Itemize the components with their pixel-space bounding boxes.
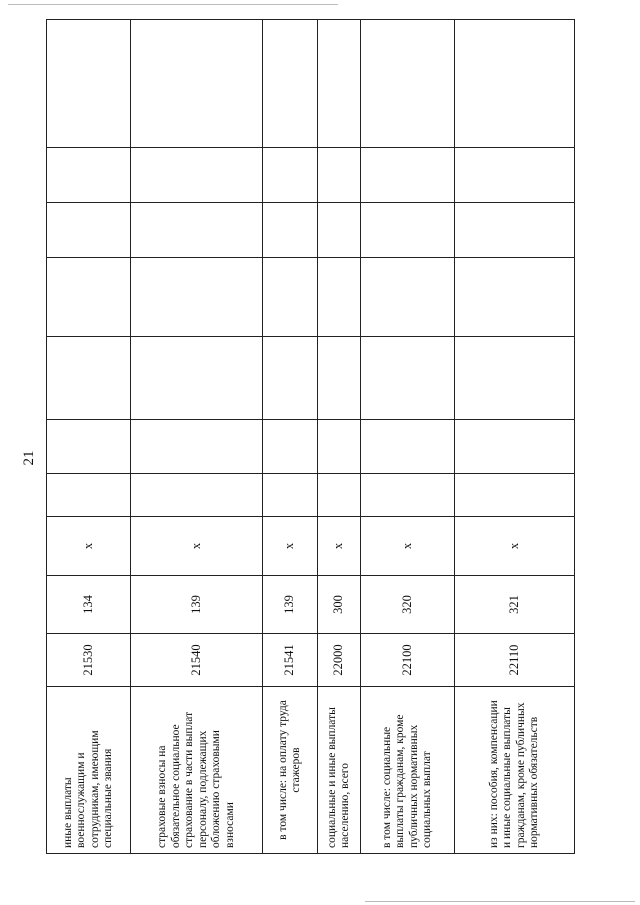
- empty-cell: [47, 258, 131, 337]
- row-mark: x: [455, 517, 575, 576]
- empty-cell: [361, 420, 455, 474]
- empty-cell: [361, 148, 455, 203]
- row-mark: x: [263, 517, 318, 576]
- top-scan-rule: [8, 4, 338, 5]
- empty-cell: [263, 337, 318, 420]
- row-code2: 134: [47, 576, 131, 634]
- empty-cell: [47, 20, 131, 148]
- empty-cell: [455, 337, 575, 420]
- row-name: в том числе: социальные выплаты гражданам, кроме публичных нормативных социальных выплат: [361, 687, 455, 854]
- empty-cell: [263, 20, 318, 148]
- row-name: социальные и иные выплаты населению, всего: [318, 687, 361, 854]
- row-mark: x: [318, 517, 361, 576]
- empty-cell: [47, 337, 131, 420]
- row-code: 22110: [455, 634, 575, 687]
- row-code2: 321: [455, 576, 575, 634]
- empty-cell: [455, 20, 575, 148]
- empty-cell: [318, 474, 361, 517]
- empty-cell: [318, 203, 361, 258]
- empty-cell: [361, 20, 455, 148]
- empty-cell: [455, 148, 575, 203]
- empty-cell: [47, 203, 131, 258]
- budget-table-grid: [46, 19, 575, 854]
- empty-cell: [318, 420, 361, 474]
- empty-cell: [455, 420, 575, 474]
- table-row: [47, 20, 131, 854]
- empty-cell: [263, 203, 318, 258]
- empty-cell: [318, 20, 361, 148]
- empty-cell: [455, 203, 575, 258]
- row-mark: x: [47, 517, 131, 576]
- row-code: 22100: [361, 634, 455, 687]
- empty-cell: [318, 337, 361, 420]
- row-name: в том числе: на оплату труда стажеров: [263, 687, 318, 854]
- row-name: из них: пособия, компенсации и иные социальные выплаты гражданам, кроме публичных нормативных обязательств: [455, 687, 575, 854]
- empty-cell: [47, 148, 131, 203]
- empty-cell: [263, 420, 318, 474]
- row-code2: 139: [131, 576, 263, 634]
- row-code2: 139: [263, 576, 318, 634]
- empty-cell: [131, 420, 263, 474]
- empty-cell: [263, 258, 318, 337]
- table-row: [318, 20, 361, 854]
- empty-cell: [318, 258, 361, 337]
- empty-cell: [131, 148, 263, 203]
- empty-cell: [131, 258, 263, 337]
- empty-cell: [455, 474, 575, 517]
- empty-cell: [131, 474, 263, 517]
- empty-cell: [131, 337, 263, 420]
- table-row: [361, 20, 455, 854]
- table-row: [263, 20, 318, 854]
- row-code2: 320: [361, 576, 455, 634]
- row-mark: x: [361, 517, 455, 576]
- table-row: [131, 20, 263, 854]
- row-name: страховые взносы на обязательное социальное страхование в части выплат персоналу, подлежащих обложению страховыми взносами: [131, 687, 263, 854]
- row-mark: x: [131, 517, 263, 576]
- budget-table: [46, 21, 574, 854]
- row-code: 21541: [263, 634, 318, 687]
- row-code2: 300: [318, 576, 361, 634]
- row-code: 21530: [47, 634, 131, 687]
- page-number: 21: [21, 450, 37, 466]
- bottom-scan-rule: [365, 901, 635, 902]
- row-code: 21540: [131, 634, 263, 687]
- empty-cell: [263, 148, 318, 203]
- empty-cell: [361, 258, 455, 337]
- empty-cell: [455, 258, 575, 337]
- table-row: [455, 20, 575, 854]
- empty-cell: [131, 20, 263, 148]
- empty-cell: [361, 474, 455, 517]
- empty-cell: [361, 337, 455, 420]
- row-code: 22000: [318, 634, 361, 687]
- empty-cell: [131, 203, 263, 258]
- empty-cell: [47, 474, 131, 517]
- empty-cell: [361, 203, 455, 258]
- empty-cell: [318, 148, 361, 203]
- row-name: иные выплаты военнослужащим и сотрудникам, имеющим специальные звания: [47, 687, 131, 854]
- empty-cell: [263, 474, 318, 517]
- empty-cell: [47, 420, 131, 474]
